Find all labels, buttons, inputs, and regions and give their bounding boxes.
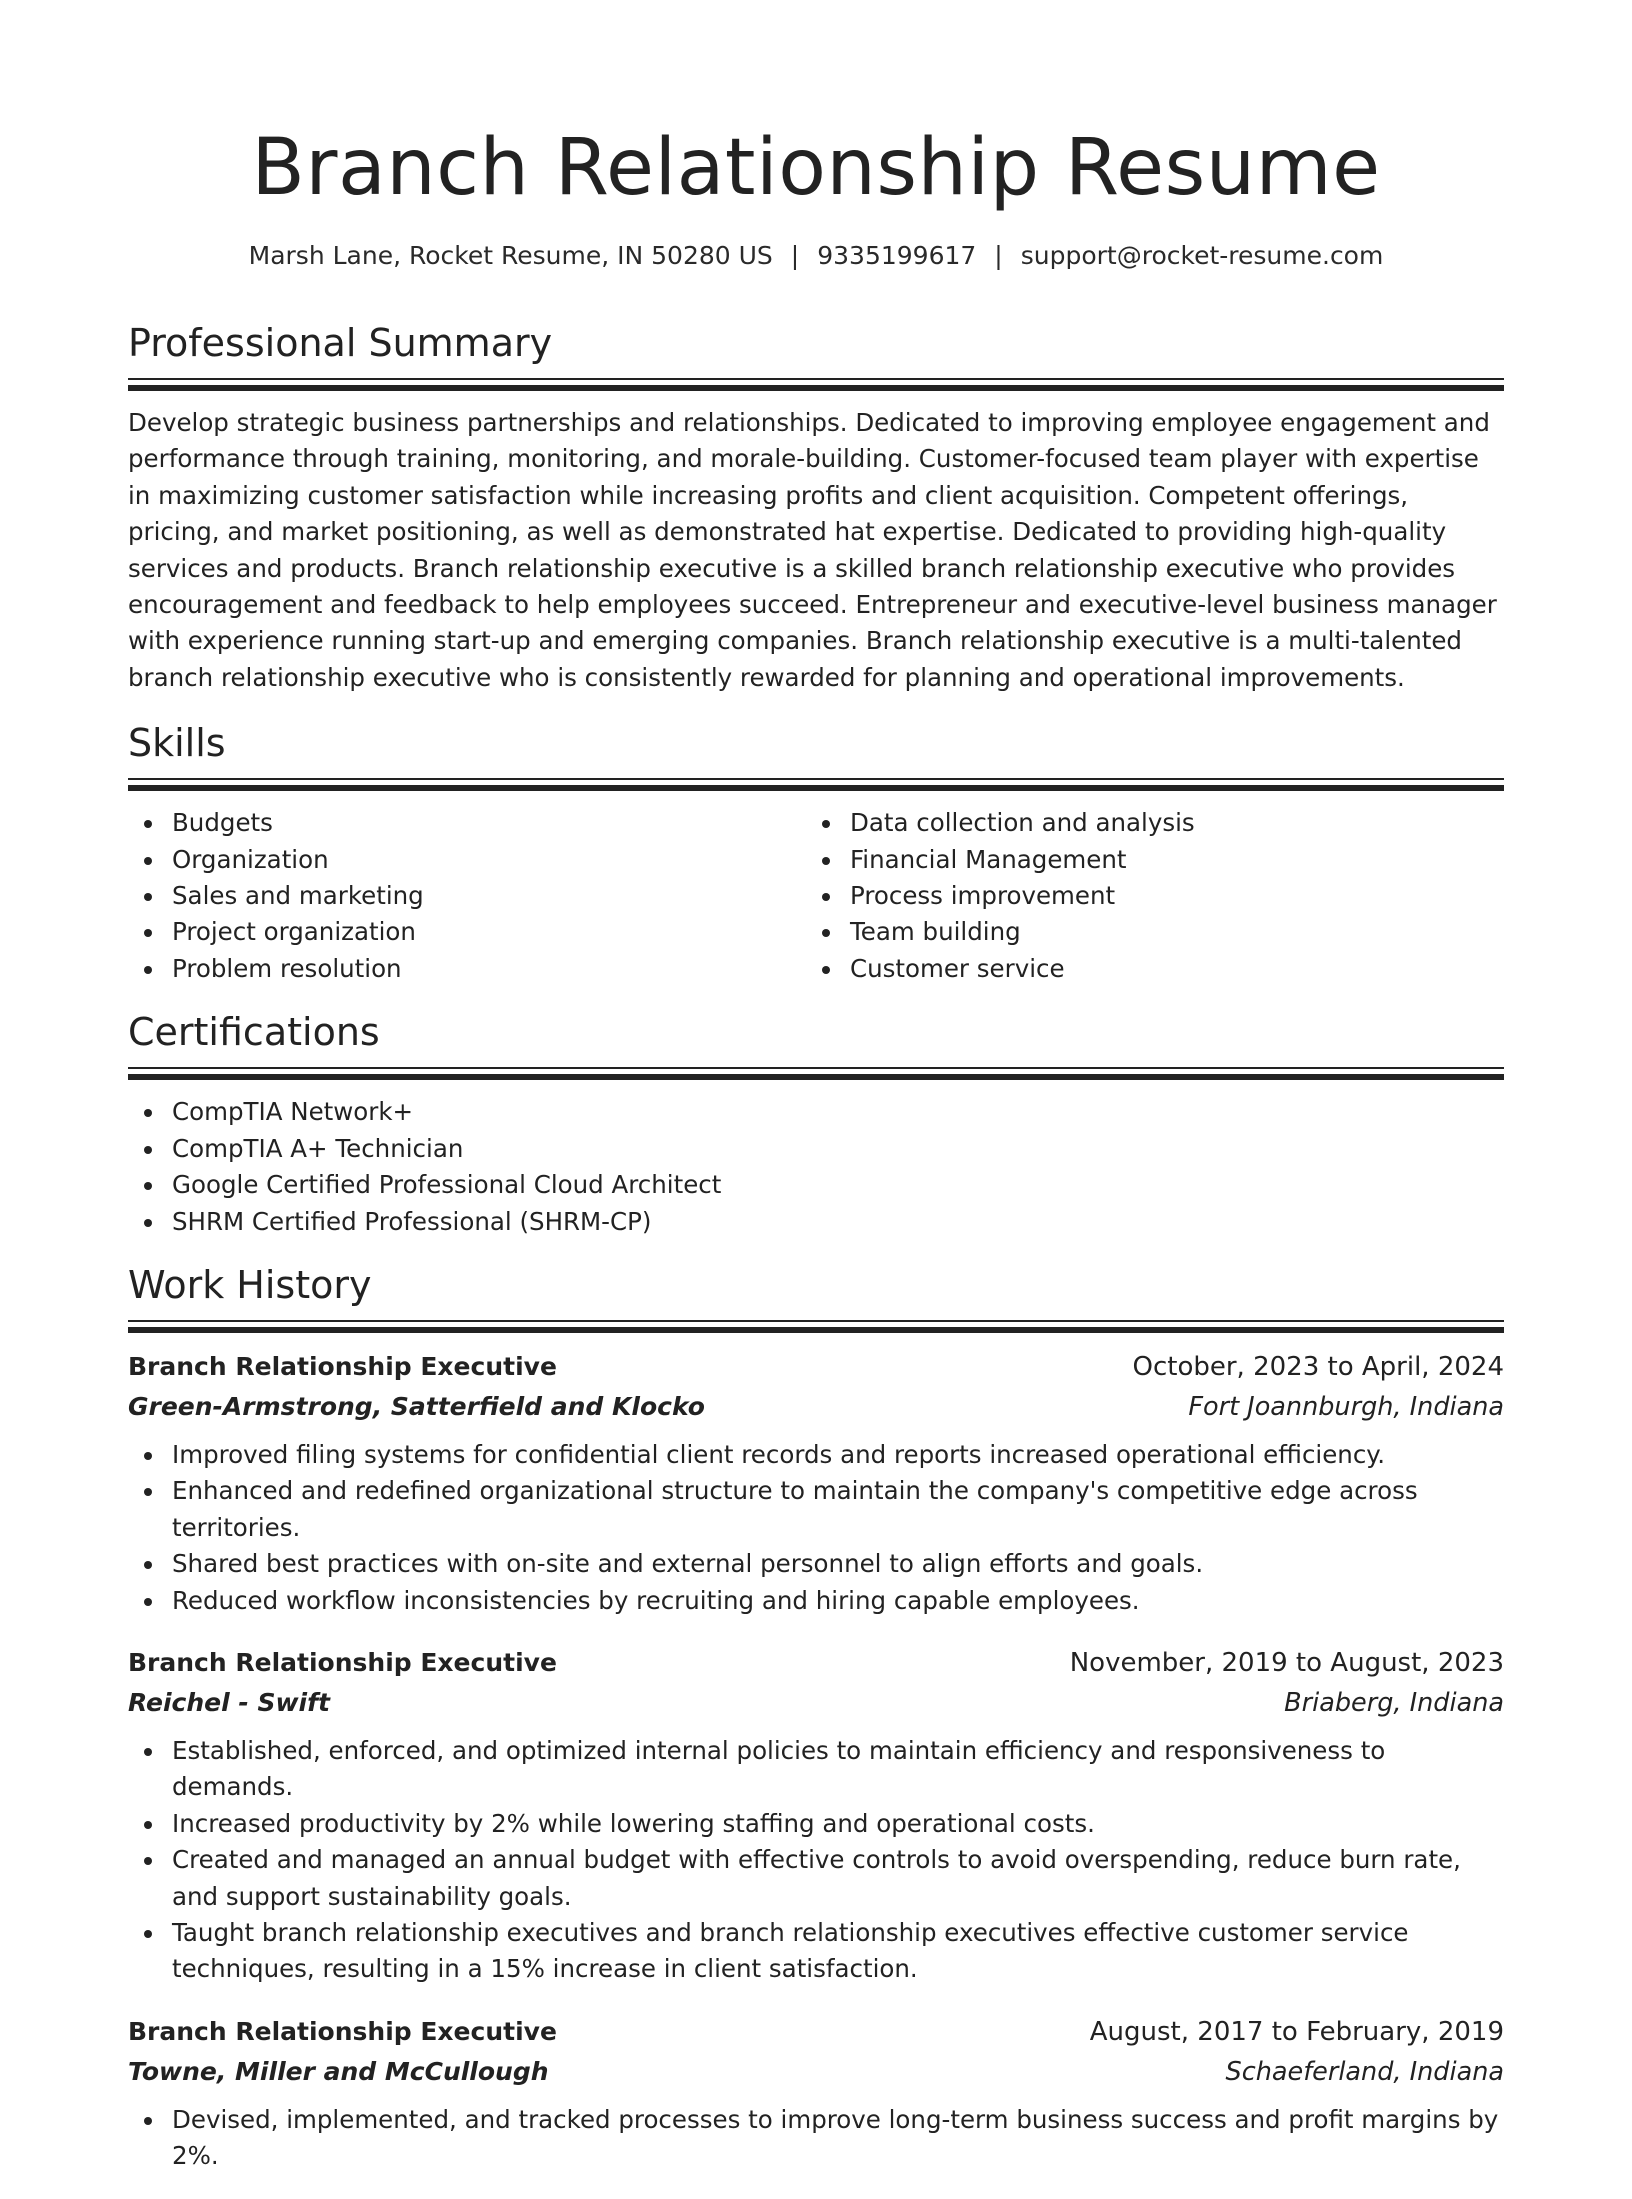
job-header	[128, 1643, 1504, 1683]
skill-item: Organization	[128, 842, 806, 878]
skills-heading: Skills	[128, 721, 226, 766]
job-entry	[128, 1347, 1504, 1619]
section-divider	[128, 378, 1504, 391]
contact-address: Marsh Lane, Rocket Resume, IN 50280 US	[248, 241, 773, 270]
job-title: Branch Relationship Executive	[128, 1351, 557, 1381]
skill-item: Customer service	[806, 951, 1484, 987]
certifications-heading: Certifications	[128, 1010, 380, 1055]
job-bullets	[128, 1437, 1504, 1619]
job-subheader	[128, 1387, 1504, 1427]
contact-line	[0, 238, 1632, 274]
summary-section	[128, 316, 1504, 696]
job-bullet: Devised, implemented, and tracked processes to improve long-term business success and profit margins by 2%.	[128, 2102, 1504, 2175]
certification-item: CompTIA A+ Technician	[128, 1131, 1504, 1167]
skills-list-left	[128, 805, 806, 987]
job-entry	[128, 1643, 1504, 1988]
job-bullet: Reduced workflow inconsistencies by recruiting and hiring capable employees.	[128, 1583, 1504, 1619]
summary-heading: Professional Summary	[128, 321, 553, 365]
job-company: Towne, Miller and McCullough	[128, 2056, 549, 2086]
resume-title: Branch Relationship Resume	[251, 123, 1381, 213]
job-location: Schaeferland, Indiana	[1225, 2056, 1504, 2087]
skill-item: Financial Management	[806, 842, 1484, 878]
summary-text: Develop strategic business partnerships and relationships. Dedicated to improving employee engagement and performance through training, monitoring, and morale-building. Customer-focused team player with expertise in maximizing customer satisfaction while increasing profits and client acquisition. Competent offerings, pricing, and market positioning, as well as demonstrated hat expertise. Dedicated to providing high-quality services and products. Branch relationship executive is a skilled branch relationship executive who provides encouragement and feedback to help employees succeed. Entrepreneur and executive-level business manager with experience running start-up and emerging companies. Branch relationship executive is a multi-talented branch relationship executive who is consistently rewarded for planning and operational improvements.	[128, 408, 1497, 692]
job-dates: November, 2019 to August, 2023	[1069, 1647, 1504, 1678]
job-dates: August, 2017 to February, 2019	[1089, 2016, 1504, 2047]
job-title: Branch Relationship Executive	[128, 2016, 557, 2046]
skills-grid	[128, 805, 1504, 987]
job-bullet: Taught branch relationship executives and branch relationship executives effective customer service techniques, resulting in a 15% increase in client satisfaction.	[128, 1915, 1504, 1988]
job-company: Reichel - Swift	[128, 1687, 330, 1717]
work-history-section	[128, 1258, 1504, 2175]
skill-item: Sales and marketing	[128, 878, 806, 914]
job-company: Green-Armstrong, Satterfield and Klocko	[128, 1391, 705, 1421]
job-dates: October, 2023 to April, 2024	[1132, 1351, 1504, 1382]
skill-item: Data collection and analysis	[806, 805, 1484, 841]
resume-content	[128, 316, 1504, 2199]
job-bullet: Established, enforced, and optimized internal policies to maintain efficiency and responsiveness to demands.	[128, 1733, 1504, 1806]
contact-separator: |	[790, 241, 800, 270]
section-divider	[128, 778, 1504, 791]
contact-email[interactable]: support@rocket-resume.com	[1020, 241, 1384, 270]
certification-item: CompTIA Network+	[128, 1094, 1504, 1130]
work-history-heading: Work History	[128, 1262, 372, 1307]
skills-section	[128, 716, 1504, 987]
contact-separator: |	[994, 241, 1003, 270]
skill-item: Team building	[806, 914, 1484, 950]
certifications-section	[128, 1005, 1504, 1240]
job-bullet: Improved filing systems for confidential client records and reports increased operational efficiency.	[128, 1437, 1504, 1473]
skill-item: Process improvement	[806, 878, 1484, 914]
job-bullet: Increased productivity by 2% while lowering staffing and operational costs.	[128, 1806, 1504, 1842]
job-header	[128, 2012, 1504, 2052]
skills-list-right	[806, 805, 1484, 987]
job-entry	[128, 2012, 1504, 2175]
certifications-list	[128, 1094, 1504, 1240]
job-location: Briaberg, Indiana	[1284, 1687, 1504, 1718]
contact-phone: 9335199617	[817, 241, 977, 270]
section-divider	[128, 1320, 1504, 1333]
skill-item: Project organization	[128, 914, 806, 950]
section-divider	[128, 1067, 1504, 1080]
job-header	[128, 1347, 1504, 1387]
certification-item: Google Certified Professional Cloud Architect	[128, 1167, 1504, 1203]
job-bullets	[128, 2102, 1504, 2175]
job-title: Branch Relationship Executive	[128, 1647, 557, 1677]
job-bullet: Enhanced and redefined organizational structure to maintain the company's competitive edge across territories.	[128, 1473, 1504, 1546]
job-subheader	[128, 1683, 1504, 1723]
job-location: Fort Joannburgh, Indiana	[1188, 1391, 1504, 1422]
job-bullet: Created and managed an annual budget with effective controls to avoid overspending, reduce burn rate, and support sustainability goals.	[128, 1842, 1504, 1915]
job-bullet: Shared best practices with on-site and external personnel to align efforts and goals.	[128, 1546, 1504, 1582]
skill-item: Budgets	[128, 805, 806, 841]
certification-item: SHRM Certified Professional (SHRM-CP)	[128, 1204, 1504, 1240]
job-bullets	[128, 1733, 1504, 1988]
job-subheader	[128, 2052, 1504, 2092]
skill-item: Problem resolution	[128, 951, 806, 987]
